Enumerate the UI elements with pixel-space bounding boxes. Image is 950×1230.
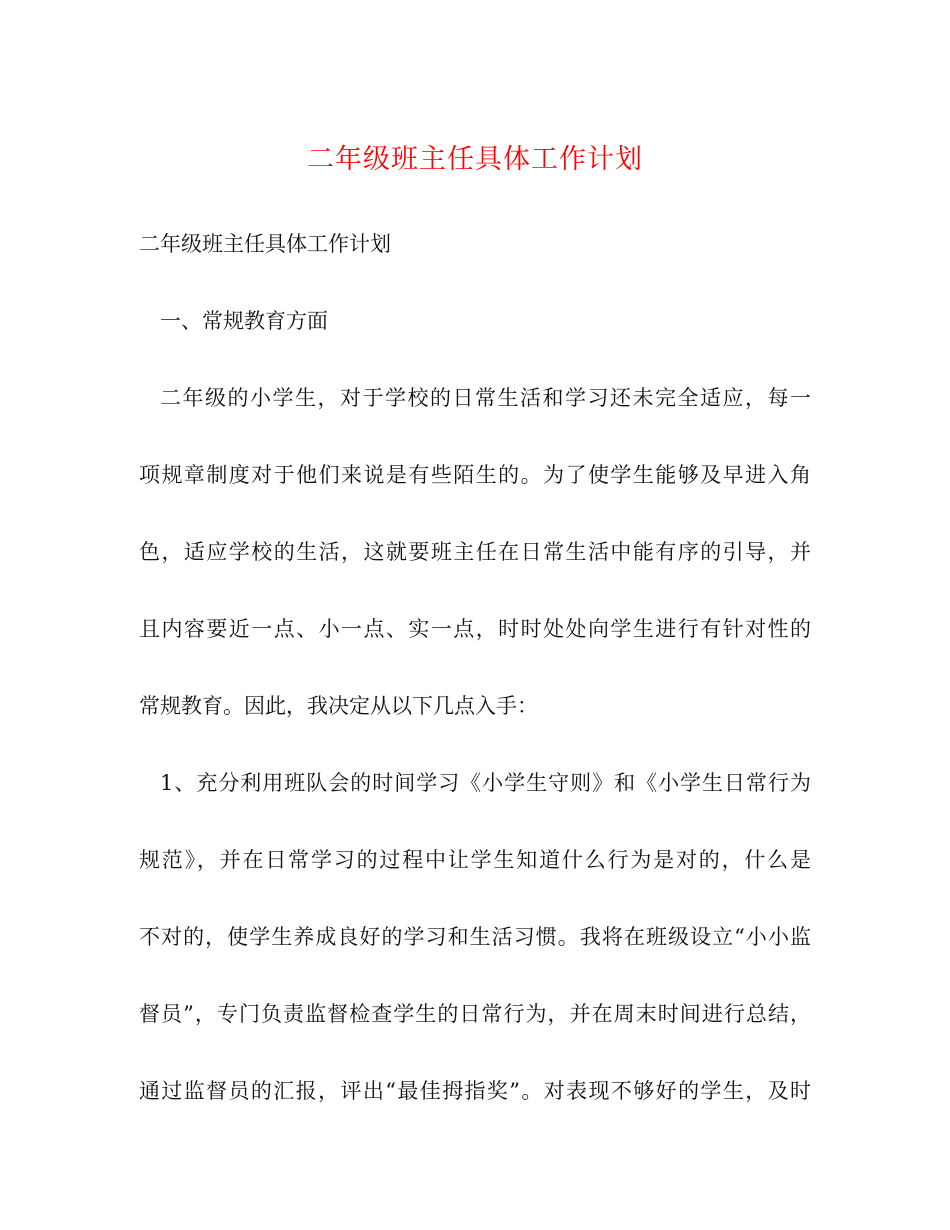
document-body	[139, 222, 811, 1146]
paragraph-line: 项规章制度对于他们来说是有些陌生的。为了使学生能够及早进入角	[139, 463, 811, 487]
paragraph-line: 不对的，使学生养成良好的学习和生活习惯。我将在班级设立“小小监	[139, 925, 811, 949]
subtitle-line: 二年级班主任具体工作计划	[139, 232, 391, 256]
paragraph-line: 规范》，并在日常学习的过程中让学生知道什么行为是对的，什么是	[139, 848, 811, 872]
section-heading: 一、常规教育方面	[160, 309, 328, 333]
document-title: 二年级班主任具体工作计划	[307, 144, 643, 175]
paragraph-line: 1、充分利用班队会的时间学习《小学生守则》和《小学生日常行为	[160, 771, 811, 795]
paragraph-line: 常规教育。因此，我决定从以下几点入手：	[139, 694, 538, 718]
paragraph-line: 通过监督员的汇报，评出“最佳拇指奖”。对表现不够好的学生，及时	[139, 1079, 811, 1103]
paragraph-line: 督员”，专门负责监督检查学生的日常行为，并在周末时间进行总结，	[139, 1002, 811, 1026]
paragraph-line: 且内容要近一点、小一点、实一点，时时处处向学生进行有针对性的	[139, 617, 811, 641]
paragraph-line: 二年级的小学生，对于学校的日常生活和学习还未完全适应，每一	[160, 386, 811, 410]
paragraph-line: 色，适应学校的生活，这就要班主任在日常生活中能有序的引导，并	[139, 540, 811, 564]
